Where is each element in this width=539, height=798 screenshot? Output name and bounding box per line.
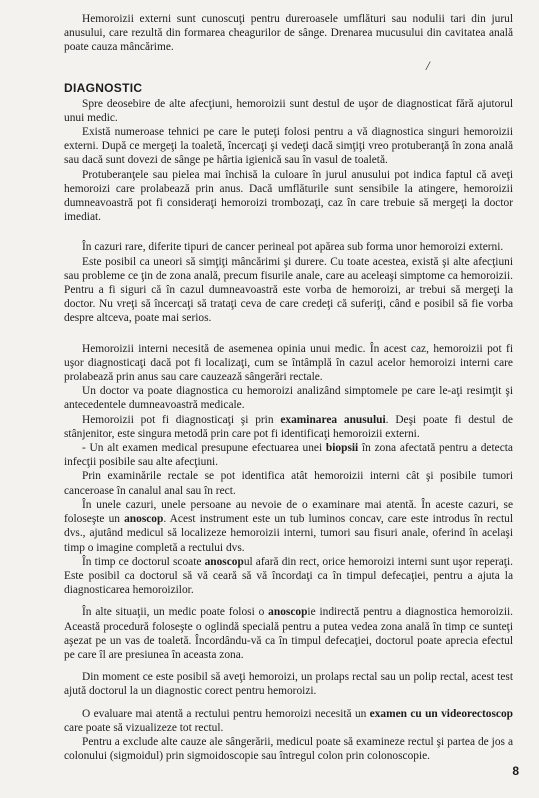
bold-term: anoscop bbox=[204, 555, 244, 568]
section-title: DIAGNOSTIC bbox=[64, 80, 143, 95]
paragraph: Din moment ce este posibil să aveţi hemoroizi, un prolaps rectal sau un polip rectal, acest test ajută doctorul la un diagnostic corect pentru hemoroizi. bbox=[64, 671, 513, 698]
paragraph: Este posibil ca uneori să simţiţi mâncărimi şi durere. Cu toate acestea, există şi alte afecţiuni sau probleme ce ţin de zona anală, precum fisurile anale, care au aceleaşi simptome ca hemoroizii. Pentru a fi siguri că în cazul dumneavoastră este vorba de hemoroizi, ar trebui să mergeţi la doctor. Nu vreţi să încercaţi să trataţi ceva de care credeţi că suferiţi, când e posibil să fie vorba despre altceva, poate mai serios. bbox=[64, 255, 513, 325]
paragraph: În unele cazuri, unele persoane au nevoie de o examinare mai atentă. În aceste cazuri, se foloseşte un anoscop. Acest instrument este un tub luminos concav, care este introdus în rectul dvs., ajutând medicul să localizeze hemoroizii interni, tumori sau fisuri anale, oferind în acelaşi timp o imagine completă a rectului dvs. bbox=[64, 498, 513, 554]
paragraph: Un doctor va poate diagnostica cu hemoroizi analizând simptomele pe care le-aţi resimţit şi antecedentele dumneavoastră medicale. bbox=[64, 385, 513, 412]
paragraph: Pentru a exclude alte cauze ale sângerării, medicul poate să examineze rectul şi partea de jos a colonului (sigmoidul) prin sigmoidoscopie sau întregul colon prin colonoscopie. bbox=[64, 735, 513, 763]
paragraph: Există numeroase tehnici pe care le puteţi folosi pentru a vă diagnostica singuri hemoroizii externi. După ce mergeţi la toaletă, încercaţi şi vedeţi dacă simţiţi vreo protuberanţă în zona anală sau dacă sunt dovezi de sânge pe hârtia igienică sau în vasul de toaletă. bbox=[64, 126, 513, 167]
paragraph: - Un alt examen medical presupune efectuarea unei biopsii în zona afectată pentru a detecta infecţii posibile sau alte afecţiuni. bbox=[64, 442, 513, 469]
paragraph: În alte situaţii, un medic poate folosi o anoscopie indirectă pentru a diagnostica hemoroizii. Această procedură foloseşte o oglindă specială pentru a putea vedea zona anală în timp ce sunteţi aşezat pe un vas de toaletă. Încordându-vă ca în timpul defecaţiei, doctorul poate aprecia efectul pe care îl are presiunea în aceasta zona. bbox=[64, 606, 513, 661]
intro-paragraph: Hemoroizii externi sunt cunoscuţi pentru dureroasele umflături sau nodulii tari din jurul anusului, care rezultă din formarea cheagurilor de sânge. Drenarea mucusului din cavitatea anală poate cauza mâncărime. bbox=[64, 13, 513, 54]
bold-term: examen cu un videorectoscop bbox=[369, 707, 513, 720]
paragraph: Hemoroizii interni necesită de asemenea opinia unui medic. În acest caz, hemoroizii pot fi uşor diagnosticaţi dacă pot fi localizaţi, cum se întâmplă în cazul acelor hemoroizi interni care prolabează prin anus sau care cauzează sângerări rectale. bbox=[64, 342, 513, 384]
paragraph: Prin examinările rectale se pot identifica atât hemoroizii interni cât şi posibile tumori canceroase în canalul anal sau în rect. bbox=[64, 470, 513, 497]
paragraph: O evaluare mai atentă a rectului pentru hemoroizi necesită un examen cu un videorectoscop care poate să vizualizeze tot rectul. bbox=[64, 707, 513, 734]
bold-term: anoscop bbox=[124, 513, 164, 526]
paragraph: Protuberanţele sau pielea mai închisă la culoare în jurul anusului pot indica faptul că aveţi hemoroizi care prolabează prin anus. Dacă umflăturile sunt sensibile la atingere, hemoroizii dumneavoastră pot fi consideraţi hemoroizi trombozaţi, caz în care trebuie să mergeţi la doctor imediat. bbox=[64, 168, 513, 224]
bold-term: anoscop bbox=[268, 606, 308, 619]
paragraph: Spre deosebire de alte afecţiuni, hemoroizii sunt destul de uşor de diagnosticat fără ajutorul unui medic. bbox=[64, 97, 513, 124]
page-number: 8 bbox=[512, 764, 519, 778]
bold-term: biopsii bbox=[325, 442, 359, 455]
paragraph: În timp ce doctorul scoate anoscopul afară din rect, orice hemoroizi interni sunt uşor reperaţi. Este posibil ca doctorul să vă ceară să vă încordaţi ca în timpul defecaţiei, pentru a ajuta la diagnosticarea hemoroizilor. bbox=[64, 555, 513, 597]
paragraph: Hemoroizii pot fi diagnosticaţi şi prin examinarea anusului. Deşi poate fi destul de stânjenitor, este singura metodă prin care pot fi identificaţi hemoroizii externi. bbox=[64, 413, 513, 440]
bold-term: examinarea anusului bbox=[280, 413, 386, 426]
paragraph: În cazuri rare, diferite tipuri de cancer perineal pot apărea sub forma unor hemoroizi externi. bbox=[82, 241, 504, 254]
stray-mark: / bbox=[426, 58, 430, 73]
